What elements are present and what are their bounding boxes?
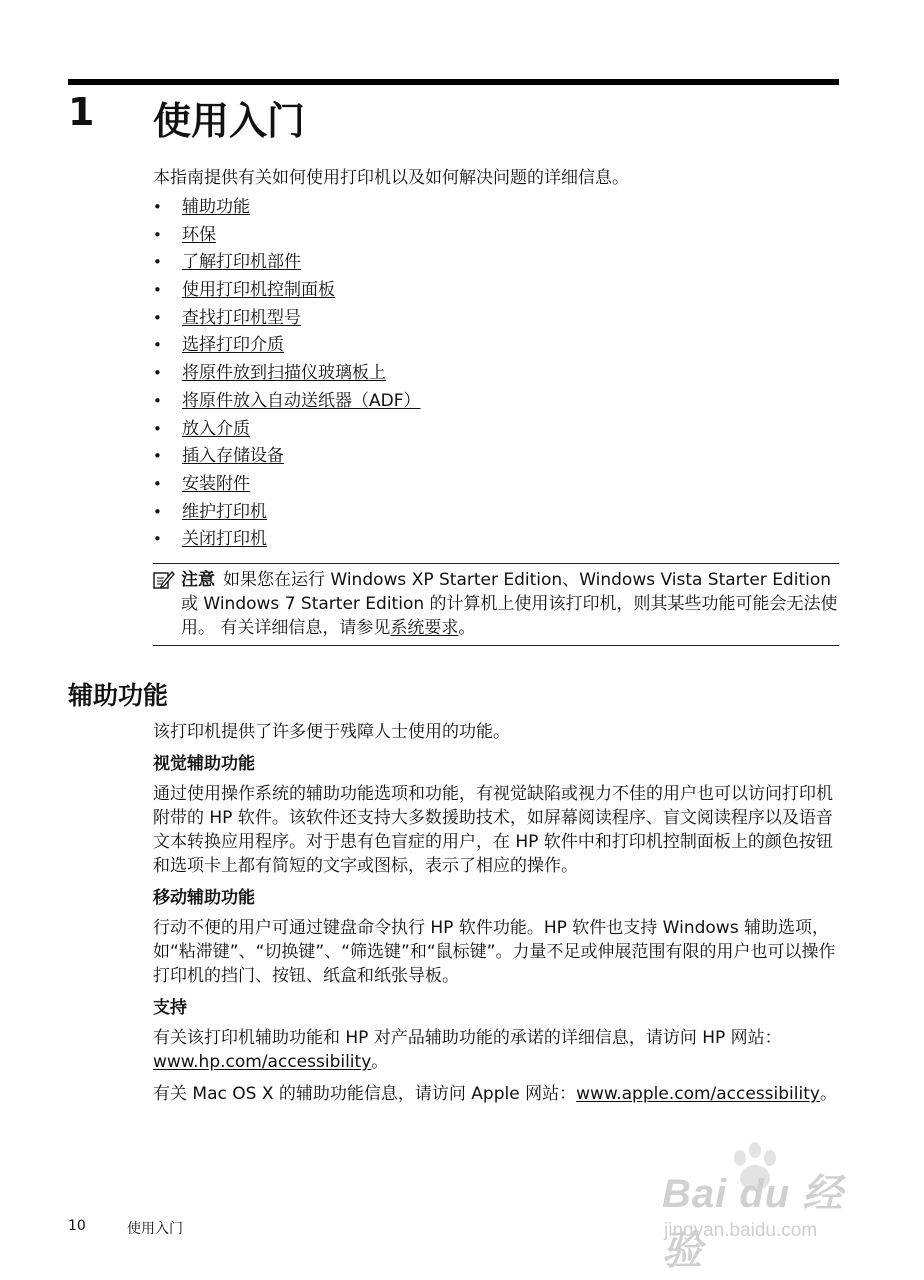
toc-link-turn-off[interactable]: 关闭打印机: [182, 529, 267, 550]
footer-chapter-title: 使用入门: [127, 1221, 183, 1237]
toc-item: [153, 444, 421, 472]
bullet: •: [153, 281, 162, 300]
support-paragraph-apple: [153, 1082, 839, 1106]
toc-item: [153, 472, 421, 500]
toc-link-model-number[interactable]: 查找打印机型号: [182, 307, 301, 328]
toc-item: [153, 195, 421, 223]
bullet: •: [153, 502, 162, 521]
toc-item: [153, 389, 421, 417]
bullet: •: [153, 336, 162, 355]
bullet: •: [153, 198, 162, 216]
system-requirements-link[interactable]: 系统要求: [390, 618, 459, 638]
note-box: [153, 563, 839, 646]
toc-link-printer-parts[interactable]: 了解打印机部件: [182, 252, 301, 273]
hp-accessibility-link[interactable]: www.hp.com/accessibility: [153, 1052, 372, 1072]
toc-link-accessibility[interactable]: 辅助功能: [182, 197, 250, 217]
note-pencil-icon: [153, 570, 175, 590]
mobility-paragraph: 行动不便的用户可通过键盘命令执行 HP 软件功能。HP 软件也支持 Windows 辅助选项，如“粘滞键”、“切换键”、“筛选键”和“鼠标键”。力量不足或伸展范围有限的用户也可以操作打印机的挡门、按钮、纸盒和纸张导板。: [153, 918, 836, 986]
toc-item: [153, 333, 421, 361]
toc-link-select-media[interactable]: 选择打印介质: [182, 335, 284, 356]
toc-link-load-media[interactable]: 放入介质: [182, 418, 250, 439]
baidu-jingyan-watermark: [656, 1140, 876, 1273]
note-label: 注意: [181, 570, 215, 590]
chapter-toc: [153, 195, 421, 555]
section-intro: 该打印机提供了许多便于残障人士使用的功能。: [153, 722, 510, 742]
toc-item: [153, 417, 421, 445]
chapter-number: 1: [68, 90, 95, 134]
bullet: •: [153, 530, 162, 549]
support-hp-text: 有关该打印机辅助功能和 HP 对产品辅助功能的承诺的详细信息，请访问 HP 网站：: [153, 1028, 782, 1048]
support-apple-end: 。: [819, 1084, 837, 1104]
watermark-url: jingyan.baidu.com: [664, 1220, 818, 1241]
visual-paragraph: 通过使用操作系统的辅助功能选项和功能，有视觉缺陷或视力不佳的用户也可以访问打印机附带的 HP 软件。该软件还支持大多数援助技术，如屏幕阅读程序、盲文阅读程序以及语音文本转换应用程序。对于患有色盲症的用户，在 HP 软件中和打印机控制面板上的颜色按钮和选项卡上都有简短的文字或图标，表示了相应的操作。: [153, 784, 833, 876]
toc-link-environment[interactable]: 环保: [182, 224, 216, 245]
toc-item: [153, 500, 421, 528]
toc-item: [153, 278, 421, 306]
support-heading: 支持: [153, 998, 187, 1018]
note-body: 如果您在运行 Windows XP Starter Edition、Windows Vista Starter Edition 或 Windows 7 Starter Edition 的计算机上使用该打印机，则其某些功能可能会无法使用。 有关详细信息，请参见: [181, 570, 838, 638]
toc-item: [153, 361, 421, 389]
bullet: •: [153, 364, 162, 383]
bullet: •: [153, 225, 162, 244]
toc-link-control-panel[interactable]: 使用打印机控制面板: [182, 280, 335, 301]
toc-item: [153, 223, 421, 251]
support-hp-end: 。: [371, 1052, 389, 1072]
accessibility-section-body: [153, 720, 839, 1114]
toc-item: [153, 306, 421, 334]
chapter-title: 使用入门: [153, 99, 306, 143]
page-number: 10: [68, 1218, 86, 1234]
toc-link-scanner-glass[interactable]: 将原件放到扫描仪玻璃板上: [182, 363, 386, 384]
note-text: [181, 568, 839, 640]
toc-item: [153, 250, 421, 278]
watermark-brand: Bai du 经验: [662, 1172, 844, 1273]
bullet: •: [153, 308, 162, 327]
mobility-heading: 移动辅助功能: [153, 888, 255, 908]
toc-link-memory-device[interactable]: 插入存储设备: [182, 446, 284, 467]
toc-link-accessories[interactable]: 安装附件: [182, 473, 250, 494]
apple-accessibility-link[interactable]: www.apple.com/accessibility: [576, 1084, 820, 1104]
support-apple-text: 有关 Mac OS X 的辅助功能信息，请访问 Apple 网站：: [153, 1084, 577, 1104]
bullet: •: [153, 253, 162, 272]
bullet: •: [153, 391, 162, 410]
chapter-top-rule: [68, 79, 839, 85]
support-paragraph-hp: [153, 1026, 839, 1074]
bullet: •: [153, 447, 162, 466]
toc-item: [153, 527, 421, 555]
visual-heading: 视觉辅助功能: [153, 754, 255, 774]
bullet: •: [153, 474, 162, 493]
toc-link-adf[interactable]: 将原件放入自动送纸器（ADF）: [182, 390, 421, 411]
bullet: •: [153, 419, 162, 438]
toc-link-maintain[interactable]: 维护打印机: [182, 501, 267, 522]
chapter-intro: 本指南提供有关如何使用打印机以及如何解决问题的详细信息。: [153, 168, 629, 188]
note-end: 。: [458, 618, 476, 638]
section-title-accessibility: 辅助功能: [68, 681, 169, 710]
